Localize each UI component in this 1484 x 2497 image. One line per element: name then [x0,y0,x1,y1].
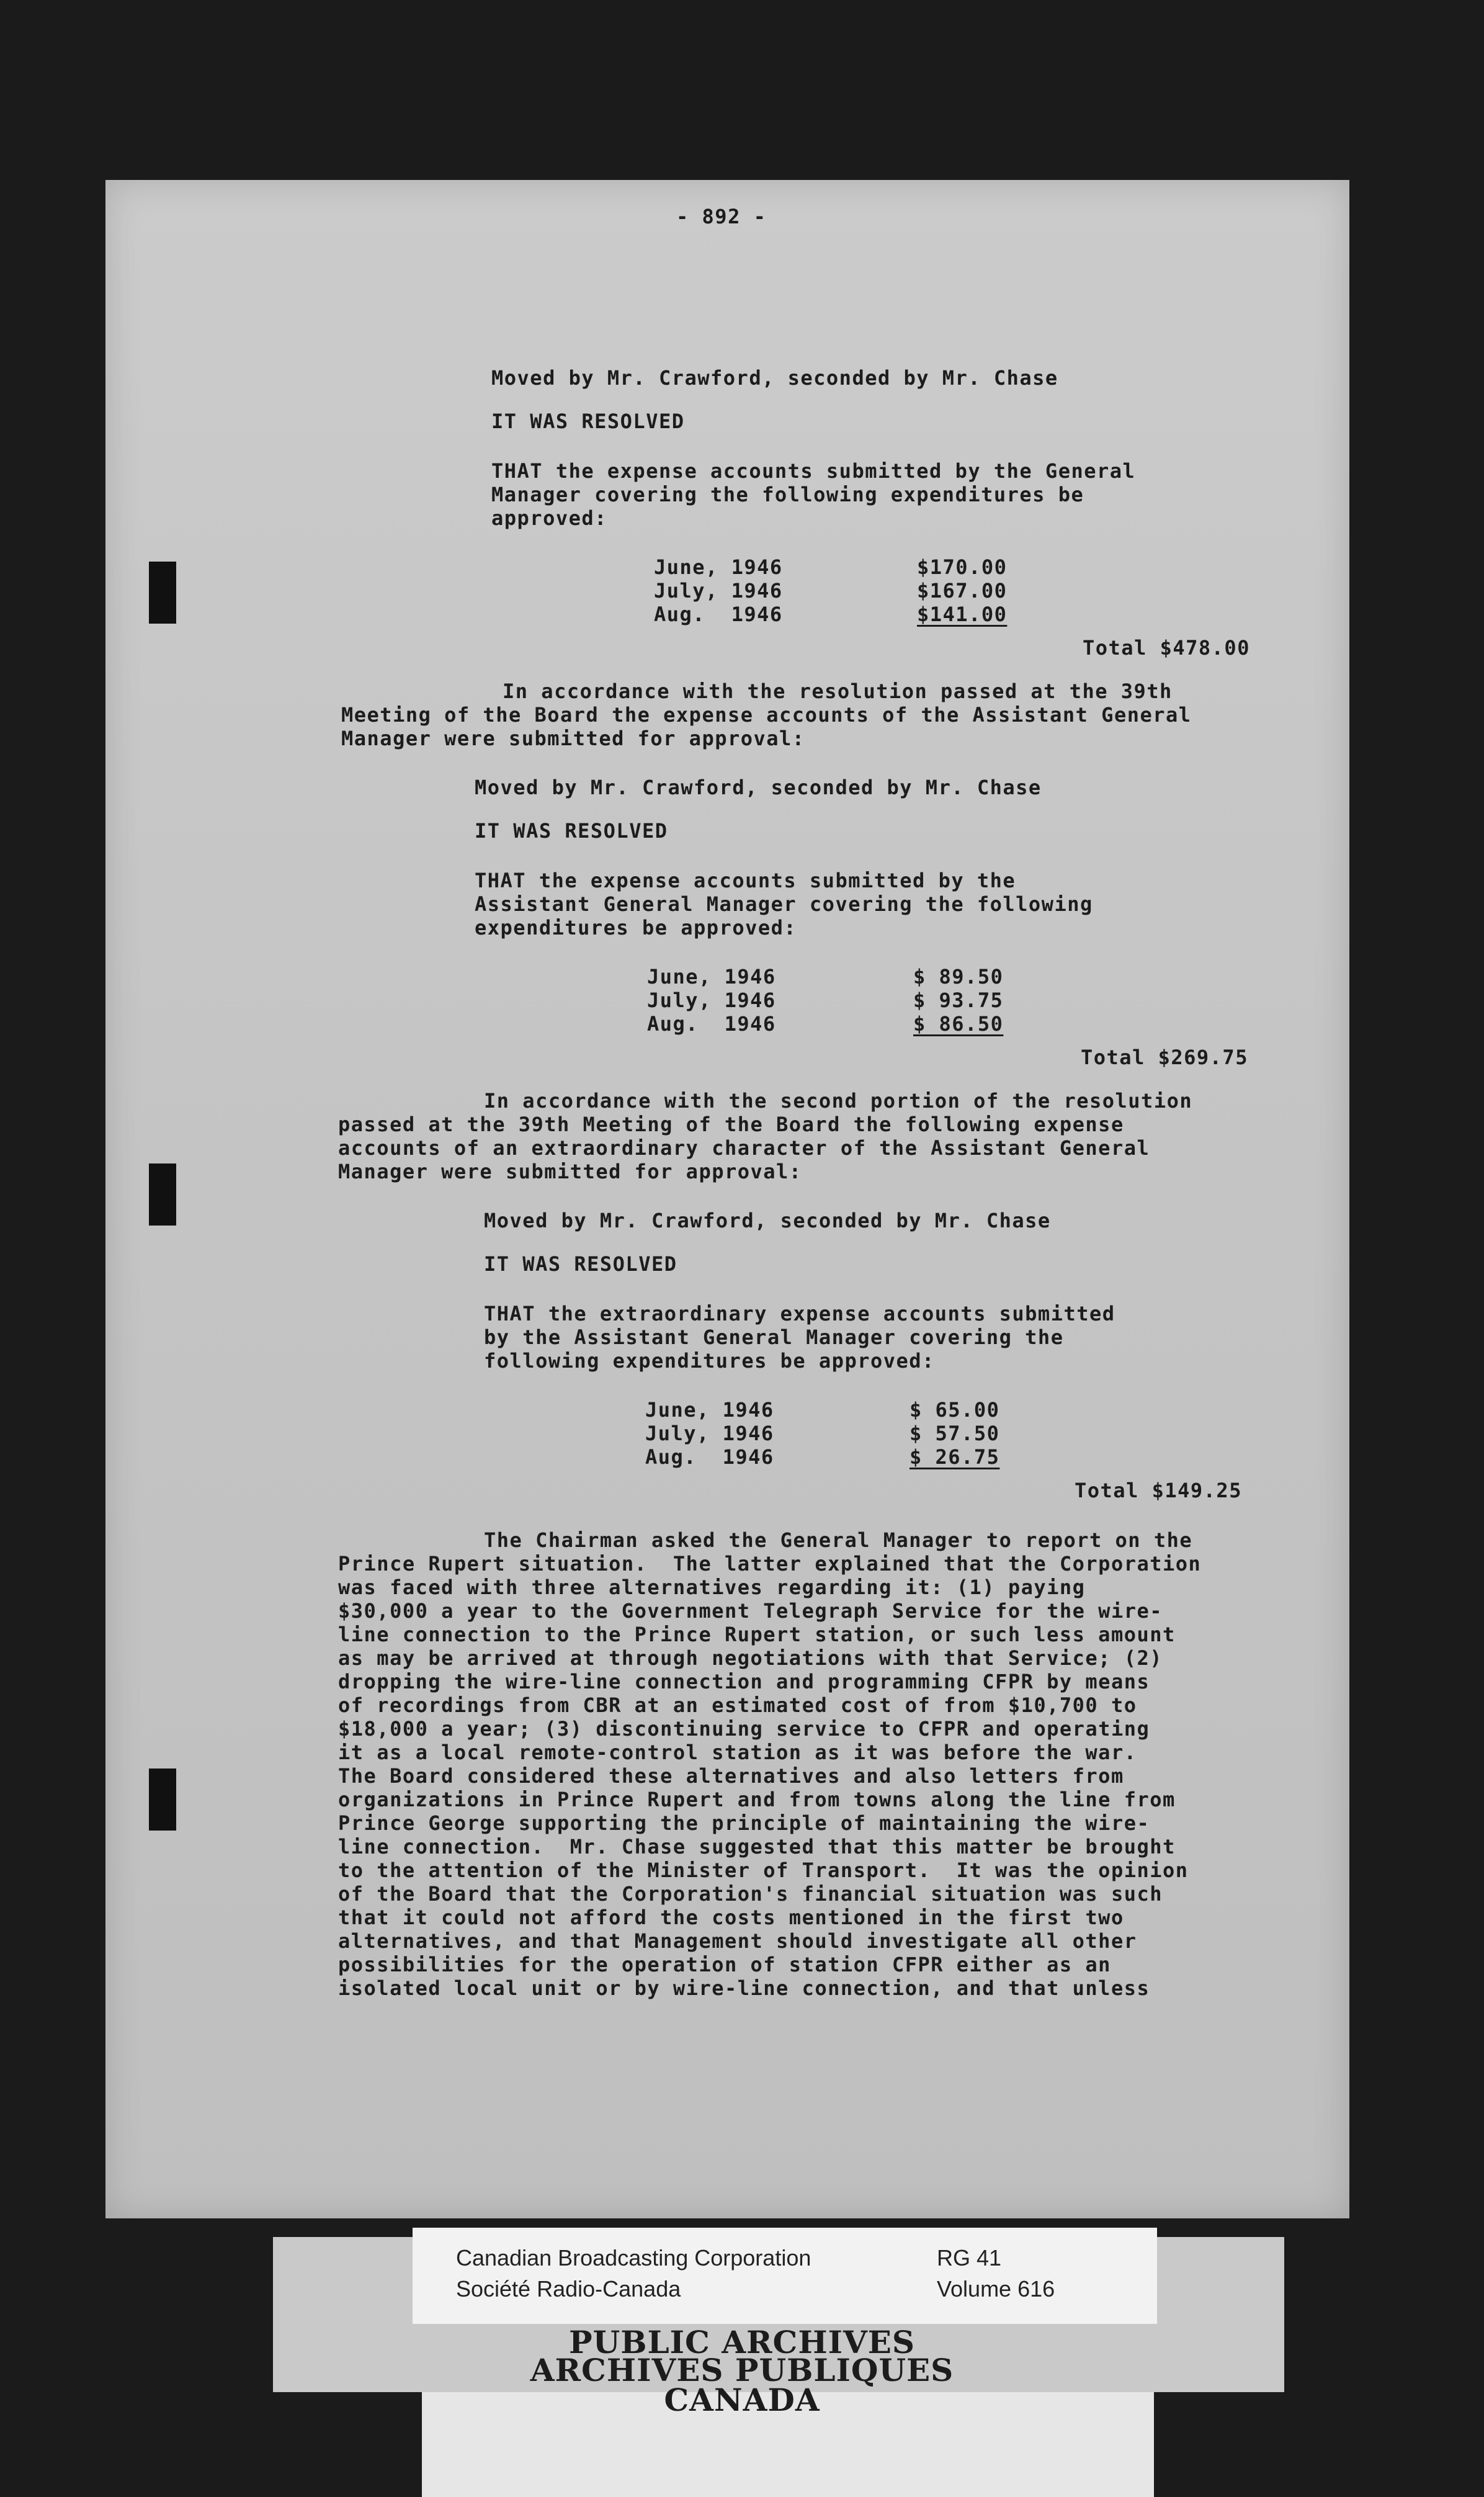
expense-amount: $ 26.75 [910,1445,1000,1469]
paragraph-line: isolated local unit or by wire-line connection, and that unless [338,1976,1150,2000]
binding-mark [149,562,176,624]
paragraph-line: alternatives, and that Management should investigate all other [338,1929,1137,1953]
paragraph-line: The Chairman asked the General Manager to report on the [484,1528,1193,1552]
resolved-line: IT WAS RESOLVED [484,1252,677,1276]
resolution-text: Manager covering the following expenditures be [491,483,1084,506]
expense-month: July, 1946 [654,579,783,603]
paragraph-line: possibilities for the operation of station CFPR either as an [338,1953,1111,1976]
paragraph-line: organizations in Prince Rupert and from towns along the line from [338,1788,1176,1811]
document-page [105,180,1349,2218]
archive-stamp-line: CANADA [664,2382,820,2418]
resolved-line: IT WAS RESOLVED [491,410,685,433]
paragraph-line: $30,000 a year to the Government Telegraph Service for the wire- [338,1599,1163,1623]
archive-stamp-line: ARCHIVES PUBLIQUES [530,2352,954,2388]
paragraph-line: Manager were submitted for approval: [341,727,805,750]
paragraph-line: of recordings from CBR at an estimated cost of from $10,700 to [338,1693,1137,1717]
resolution-text: expenditures be approved: [475,916,797,939]
expense-month: June, 1946 [645,1398,774,1422]
paragraph-line: line connection. Mr. Chase suggested that this matter be brought [338,1835,1176,1858]
paragraph-line: In accordance with the second portion of the resolution [484,1089,1193,1113]
paragraph-line: Meeting of the Board the expense accounts of the Assistant General [341,703,1192,727]
expense-month: June, 1946 [647,965,776,988]
paragraph-line: Manager were submitted for approval: [338,1160,802,1183]
resolution-text: THAT the expense accounts submitted by the [475,869,1016,892]
archive-label [413,2228,1157,2324]
expense-total: Total $269.75 [1081,1046,1248,1069]
expense-month: Aug. 1946 [647,1012,776,1036]
resolution-text: approved: [491,506,607,530]
expense-amount: $ 93.75 [913,988,1004,1012]
expense-amount: $ 65.00 [910,1398,1000,1422]
resolved-line: IT WAS RESOLVED [475,819,668,843]
expense-amount: $ 57.50 [910,1422,1000,1445]
paragraph-line: it as a local remote-control station as it was before the war. [338,1741,1137,1764]
paragraph-line: passed at the 39th Meeting of the Board the following expense [338,1113,1124,1136]
resolution-text: THAT the extraordinary expense accounts submitted [484,1302,1115,1325]
archive-stamp-line: PUBLIC ARCHIVES [569,2324,915,2360]
resolution-text: Assistant General Manager covering the following [475,892,1093,916]
expense-total: Total $478.00 [1083,636,1250,660]
paragraph-line: line connection to the Prince Rupert station, or such less amount [338,1623,1176,1646]
expense-amount: $167.00 [917,579,1008,603]
resolution-text: following expenditures be approved: [484,1349,935,1373]
expense-month: June, 1946 [654,555,783,579]
moved-line: Moved by Mr. Crawford, seconded by Mr. Chase [484,1209,1051,1232]
binding-mark [149,1163,176,1226]
expense-amount: $141.00 [917,603,1008,626]
org-name-fr: Société Radio-Canada [456,2276,681,2302]
resolution-text: THAT the expense accounts submitted by the General [491,459,1136,483]
expense-amount: $ 89.50 [913,965,1004,988]
expense-month: Aug. 1946 [645,1445,774,1469]
paragraph-line: Prince Rupert situation. The latter explained that the Corporation [338,1552,1202,1576]
expense-month: Aug. 1946 [654,603,783,626]
paragraph-line: accounts of an extraordinary character of the Assistant General [338,1136,1150,1160]
page-number: - 892 - [676,205,767,228]
moved-line: Moved by Mr. Crawford, seconded by Mr. Chase [475,776,1042,799]
resolution-text: by the Assistant General Manager covering the [484,1325,1064,1349]
paragraph-line: as may be arrived at through negotiations with that Service; (2) [338,1646,1163,1670]
expense-amount: $170.00 [917,555,1008,579]
expense-month: July, 1946 [647,988,776,1012]
paragraph-line: In accordance with the resolution passed at the 39th [503,679,1173,703]
paragraph-line: to the attention of the Minister of Transport. It was the opinion [338,1858,1189,1882]
paragraph-line: The Board considered these alternatives and also letters from [338,1764,1124,1788]
expense-month: July, 1946 [645,1422,774,1445]
expense-amount: $ 86.50 [913,1012,1004,1036]
paragraph-line: of the Board that the Corporation's financial situation was such [338,1882,1163,1906]
org-name-en: Canadian Broadcasting Corporation [456,2245,811,2271]
moved-line: Moved by Mr. Crawford, seconded by Mr. Chase [491,366,1058,390]
record-group: RG 41 [937,2245,1002,2271]
paragraph-line: dropping the wire-line connection and programming CFPR by means [338,1670,1150,1693]
volume-number: Volume 616 [937,2276,1055,2302]
paragraph-line: was faced with three alternatives regarding it: (1) paying [338,1576,1086,1599]
expense-total: Total $149.25 [1075,1479,1242,1502]
paragraph-line: that it could not afford the costs mentioned in the first two [338,1906,1124,1929]
paragraph-line: Prince George supporting the principle of maintaining the wire- [338,1811,1150,1835]
paragraph-line: $18,000 a year; (3) discontinuing service to CFPR and operating [338,1717,1150,1741]
binding-mark [149,1769,176,1831]
